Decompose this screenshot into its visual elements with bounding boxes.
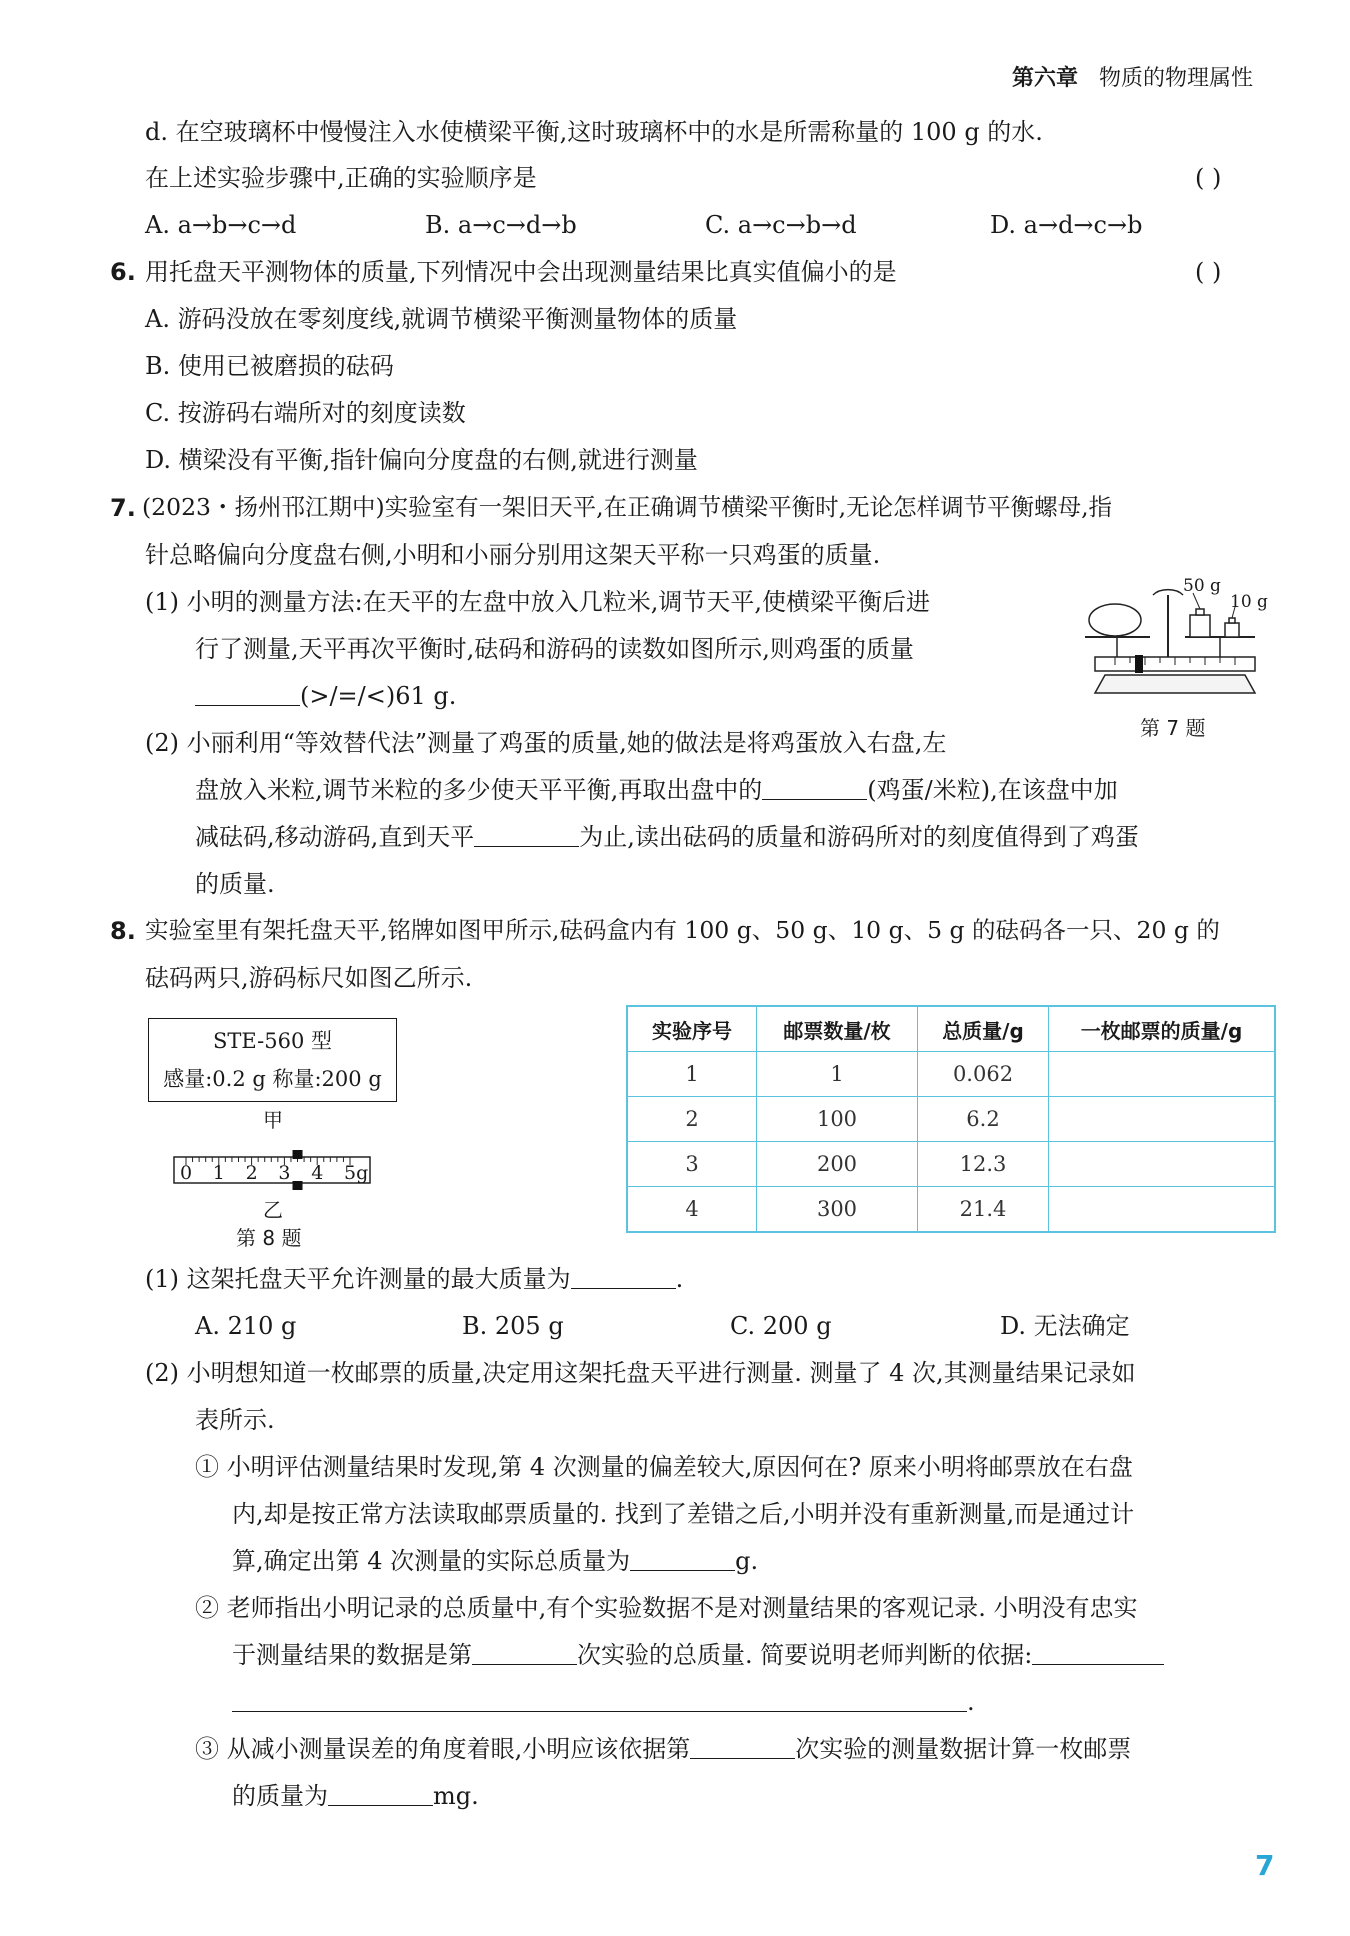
- q8-c3-line2-text-b: mg.: [433, 1782, 479, 1810]
- q5-step-d: d. 在空玻璃杯中慢慢注入水使横梁平衡,这时玻璃杯中的水是所需称量的 100 g 的水.: [145, 118, 1043, 146]
- q5-question: 在上述实验步骤中,正确的实验顺序是: [145, 164, 537, 192]
- table-cell-blank[interactable]: [1049, 1187, 1276, 1233]
- q7-part2-line2-text-a: 盘放入米粒,调节米粒的多少使天平平衡,再取出盘中的: [195, 776, 763, 804]
- balance-rider: [1135, 655, 1143, 673]
- egg: [1089, 604, 1141, 636]
- balance-dial: [1153, 590, 1183, 595]
- table-cell: 2: [627, 1097, 757, 1142]
- q5-option-b: B. a→c→d→b: [425, 211, 577, 239]
- q7-part2-line2-text-b: (鸡蛋/米粒),在该盘中加: [867, 776, 1118, 804]
- table-cell: 6.2: [918, 1097, 1049, 1142]
- table-cell: 200: [757, 1142, 918, 1187]
- page-number: 7: [1255, 1849, 1275, 1882]
- q8-c1-blank[interactable]: [630, 1550, 735, 1571]
- q8-c2-line3: [232, 1690, 975, 1714]
- q8-sub1-option-a: A. 210 g: [195, 1312, 297, 1340]
- q8-c3-line2-text-a: 的质量为: [232, 1782, 328, 1810]
- q7-part1-line3: [195, 684, 456, 708]
- table-cell: 12.3: [918, 1142, 1049, 1187]
- table-row: [627, 1097, 1275, 1142]
- q8-line2: 砝码两只,游码标尺如图乙所示.: [145, 964, 473, 992]
- chapter-label: 第六章: [1012, 66, 1079, 91]
- nameplate-spec: 感量:0.2 g 称量:200 g: [163, 1067, 382, 1091]
- q8-c1-line2: 内,却是按正常方法读取邮票质量的. 找到了差错之后,小明并没有重新测量,而是通过计: [232, 1500, 1135, 1528]
- q8-c2-blank2[interactable]: [1032, 1644, 1164, 1665]
- nameplate: [148, 1018, 397, 1102]
- q7-part1-line3-text: (>/=/<)61 g.: [300, 682, 457, 710]
- table-row: [627, 1187, 1275, 1233]
- q8-c3-blank2[interactable]: [328, 1785, 433, 1806]
- nameplate-label: 甲: [263, 1108, 283, 1132]
- q8-sub1-end: .: [675, 1265, 684, 1293]
- ruler-rider-bottom: [293, 1181, 303, 1190]
- table-cell: 4: [627, 1187, 757, 1233]
- table-header-single: 一枚邮票的质量/g: [1049, 1006, 1276, 1052]
- chapter-header: [1012, 68, 1253, 90]
- table-cell-blank[interactable]: [1049, 1142, 1276, 1187]
- q7-part1-blank[interactable]: [195, 685, 300, 706]
- q8-c2-blank3[interactable]: [232, 1691, 967, 1712]
- table-cell: 0.062: [918, 1052, 1049, 1097]
- q8-c3-line1-text-a: ③ 从减小测量误差的角度着眼,小明应该依据第: [195, 1735, 691, 1763]
- q6-stem: 用托盘天平测物体的质量,下列情况中会出现测量结果比真实值偏小的是: [145, 258, 897, 286]
- table-header-row: [627, 1006, 1275, 1052]
- q8-c2-line2: [232, 1643, 1164, 1667]
- q6-number: 6.: [110, 258, 136, 286]
- q8-sub1-option-b: B. 205 g: [462, 1312, 564, 1340]
- q7-part2-line1: (2) 小丽利用“等效替代法”测量了鸡蛋的质量,她的做法是将鸡蛋放入右盘,左: [145, 729, 947, 757]
- q8-sub1-blank[interactable]: [571, 1268, 676, 1289]
- table-cell: 100: [757, 1097, 918, 1142]
- q8-number: 8.: [110, 917, 136, 945]
- table-cell: 1: [757, 1052, 918, 1097]
- q6-option-b: B. 使用已被磨损的砝码: [145, 352, 394, 380]
- table-cell: 1: [627, 1052, 757, 1097]
- table-cell: 21.4: [918, 1187, 1049, 1233]
- q8-c1-line1: ① 小明评估测量结果时发现,第 4 次测量的偏差较大,原因何在? 原来小明将邮票放在右盘: [195, 1453, 1133, 1481]
- q5-option-c: C. a→c→b→d: [705, 211, 857, 239]
- q7-part1-line2: 行了测量,天平再次平衡时,砝码和游码的读数如图所示,则鸡蛋的质量: [195, 635, 914, 663]
- ruler-rider-top: [293, 1150, 303, 1159]
- nameplate-model: STE-560 型: [213, 1029, 332, 1053]
- q7-part2-line2: [195, 778, 1118, 802]
- ruler-label: 乙: [263, 1198, 283, 1222]
- table-header-total: 总质量/g: [918, 1006, 1049, 1052]
- q5-option-d: D. a→d→c→b: [990, 211, 1143, 239]
- ruler-tick-label: 3: [278, 1162, 291, 1184]
- q6-option-a: A. 游码没放在零刻度线,就调节横梁平衡测量物体的质量: [145, 305, 738, 333]
- q7-part2-line3-text-b: 为止,读出砝码的质量和游码所对的刻度值得到了鸡蛋: [579, 823, 1139, 851]
- balance-base: [1095, 675, 1255, 693]
- q8-sub1-option-d: D. 无法确定: [1000, 1312, 1130, 1340]
- q7-part2-blank1[interactable]: [762, 779, 867, 800]
- table-cell: 300: [757, 1187, 918, 1233]
- q8-c2-line2-text-b: 次实验的总质量. 简要说明老师判断的依据:: [577, 1641, 1033, 1669]
- q8-sub1: [145, 1267, 683, 1291]
- ruler-tick-label: 4: [311, 1162, 324, 1184]
- table-header-count: 邮票数量/枚: [757, 1006, 918, 1052]
- ruler-tick-label: 5g: [344, 1162, 369, 1184]
- table-cell-blank[interactable]: [1049, 1097, 1276, 1142]
- q8-c2-line2-text-a: 于测量结果的数据是第: [232, 1641, 472, 1669]
- q7-line1: (2023・扬州邗江期中)实验室有一架旧天平,在正确调节横梁平衡时,无论怎样调节平衡螺母,指: [142, 493, 1113, 521]
- table-cell: 3: [627, 1142, 757, 1187]
- q8-c2-line3-end: .: [967, 1688, 975, 1716]
- balance-figure: [1075, 575, 1275, 710]
- q7-part2-line3: [195, 825, 1139, 849]
- q8-sub2-line2: 表所示.: [195, 1406, 275, 1434]
- q6-option-c: C. 按游码右端所对的刻度读数: [145, 399, 466, 427]
- q8-c3-line2: [232, 1784, 479, 1808]
- rider-ruler: [172, 1145, 374, 1195]
- q8-c1-line3-text-b: g.: [735, 1547, 759, 1575]
- q8-c2-blank1[interactable]: [472, 1644, 577, 1665]
- q7-part2-line4: 的质量.: [195, 870, 275, 898]
- q5-option-a: A. a→b→c→d: [145, 211, 297, 239]
- q8-line1: 实验室里有架托盘天平,铭牌如图甲所示,砝码盒内有 100 g、50 g、10 g、5 g 的砝码各一只、20 g 的: [145, 916, 1220, 944]
- q7-part2-blank2[interactable]: [474, 826, 579, 847]
- table-row: [627, 1052, 1275, 1097]
- q8-c2-line1: ② 老师指出小明记录的总质量中,有个实验数据不是对测量结果的客观记录. 小明没有忠实: [195, 1594, 1138, 1622]
- table-row: [627, 1142, 1275, 1187]
- q8-figure-caption: 第 8 题: [236, 1226, 302, 1250]
- q8-c1-line3-text-a: 算,确定出第 4 次测量的实际总质量为: [232, 1547, 631, 1575]
- q6-option-d: D. 横梁没有平衡,指针偏向分度盘的右侧,就进行测量: [145, 446, 698, 474]
- q8-sub1-text: (1) 这架托盘天平允许测量的最大质量为: [145, 1265, 571, 1293]
- q8-c3-blank1[interactable]: [690, 1738, 795, 1759]
- ruler-body: [174, 1157, 370, 1183]
- weight-10g: [1225, 623, 1239, 637]
- q8-c3-line1-text-b: 次实验的测量数据计算一枚邮票: [795, 1735, 1132, 1763]
- table-header-trial: 实验序号: [627, 1006, 757, 1052]
- table-cell-blank[interactable]: [1049, 1052, 1276, 1097]
- stamp-table: [626, 1005, 1276, 1233]
- q7-line2: 针总略偏向分度盘右侧,小明和小丽分别用这架天平称一只鸡蛋的质量.: [145, 541, 881, 569]
- q6-answer-paren: ( ): [1195, 258, 1222, 286]
- ruler-tick-label: 2: [245, 1162, 258, 1184]
- ruler-tick-label: 0: [180, 1162, 193, 1184]
- q8-c1-line3: [232, 1549, 758, 1573]
- q7-figure-caption: 第 7 题: [1140, 716, 1206, 740]
- q8-sub2-line1: (2) 小明想知道一枚邮票的质量,决定用这架托盘天平进行测量. 测量了 4 次,其测量结果记录如: [145, 1359, 1136, 1387]
- q8-sub1-option-c: C. 200 g: [730, 1312, 832, 1340]
- q5-answer-paren: ( ): [1195, 164, 1222, 192]
- weight-50g: [1190, 615, 1210, 637]
- q7-number: 7.: [110, 494, 136, 522]
- weight-label-10g: 10 g: [1230, 592, 1268, 612]
- q7-part1-line1: (1) 小明的测量方法:在天平的左盘中放入几粒米,调节天平,使横梁平衡后进: [145, 588, 930, 616]
- q8-c3-line1: [195, 1737, 1131, 1761]
- q7-part2-line3-text-a: 减砝码,移动游码,直到天平: [195, 823, 475, 851]
- ruler-tick-label: 1: [212, 1162, 225, 1184]
- weight-label-50g: 50 g: [1183, 576, 1221, 596]
- chapter-title: 物质的物理属性: [1099, 66, 1254, 91]
